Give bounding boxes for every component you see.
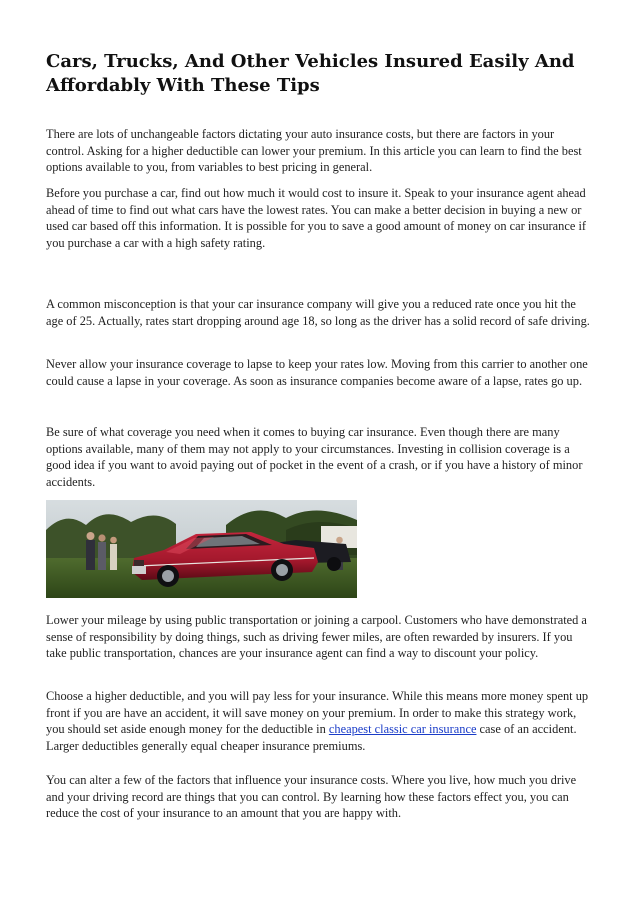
- paragraph-higher-deductible: [46, 688, 594, 754]
- paragraph-lower-mileage: Lower your mileage by using public transportation or joining a carpool. Customers who have demonstrated a sense of responsibility by doing things, such as driving fewer miles, are often rewarded by insurers. If you take public transportation, chances are your insurance agent can find a way to discount your policy.: [46, 613, 587, 661]
- paragraph-before-purchase: Before you purchase a car, find out how much it would cost to insure it. Speak to your insurance agent ahead ahead of time to find out what cars have the lowest rates. You can make a better decision in buying a new or used car based off this information. It is possible for you to save a good amount of money on car insurance if you purchase a car with a high safety rating.: [46, 186, 587, 250]
- classic-car-photo: [46, 500, 357, 598]
- classic-car-insurance-link[interactable]: cheapest classic car insurance: [328, 722, 477, 737]
- paragraph-coverage-lapse: Never allow your insurance coverage to lapse to keep your rates low. Moving from this carrier to another one could cause a lapse in your coverage. As soon as insurance companies become aware of a lapse, rates go up.: [46, 357, 588, 388]
- paragraph-coverage-needs: Be sure of what coverage you need when it comes to buying car insurance. Even though there are many options available, many of them may not apply to your circumstances. Investing in collision coverage is a good idea if you want to avoid paying out of pocket in the event of a crash, or if you have a history of minor accidents.: [46, 425, 583, 489]
- paragraph-intro: There are lots of unchangeable factors dictating your auto insurance costs, but there are factors in your control. Asking for a higher deductible can lower your premium. In this article you can learn to find the best options available to you, from variables to best pricing in general.: [46, 127, 582, 175]
- article-title: Cars, Trucks, And Other Vehicles Insured Easily And Affordably With These Tips: [46, 51, 575, 96]
- document-page: [46, 50, 594, 821]
- paragraph-age-misconception: A common misconception is that your car insurance company will give you a reduced rate once you hit the age of 25. Actually, rates start dropping around age 18, so long as the driver has a solid record of safe driving.: [46, 297, 590, 328]
- paragraph-alter-factors: You can alter a few of the factors that influence your insurance costs. Where you live, how much you drive and your driving record are things that you can control. By learning how these factors effect you, you can reduce the cost of your insurance to an amount that you are happy with.: [46, 773, 577, 821]
- paragraph-text-after-link: case of an accident. Larger deductibles generally equal cheaper insurance premiums.: [46, 722, 577, 753]
- paragraph-text-before-link: Choose a higher deductible, and you will pay less for your insurance. While this means more money spent up front if you are have an accident, it will save money on your premium. In order to make this strategy work, you should set aside enough money for the deductible in: [46, 689, 589, 737]
